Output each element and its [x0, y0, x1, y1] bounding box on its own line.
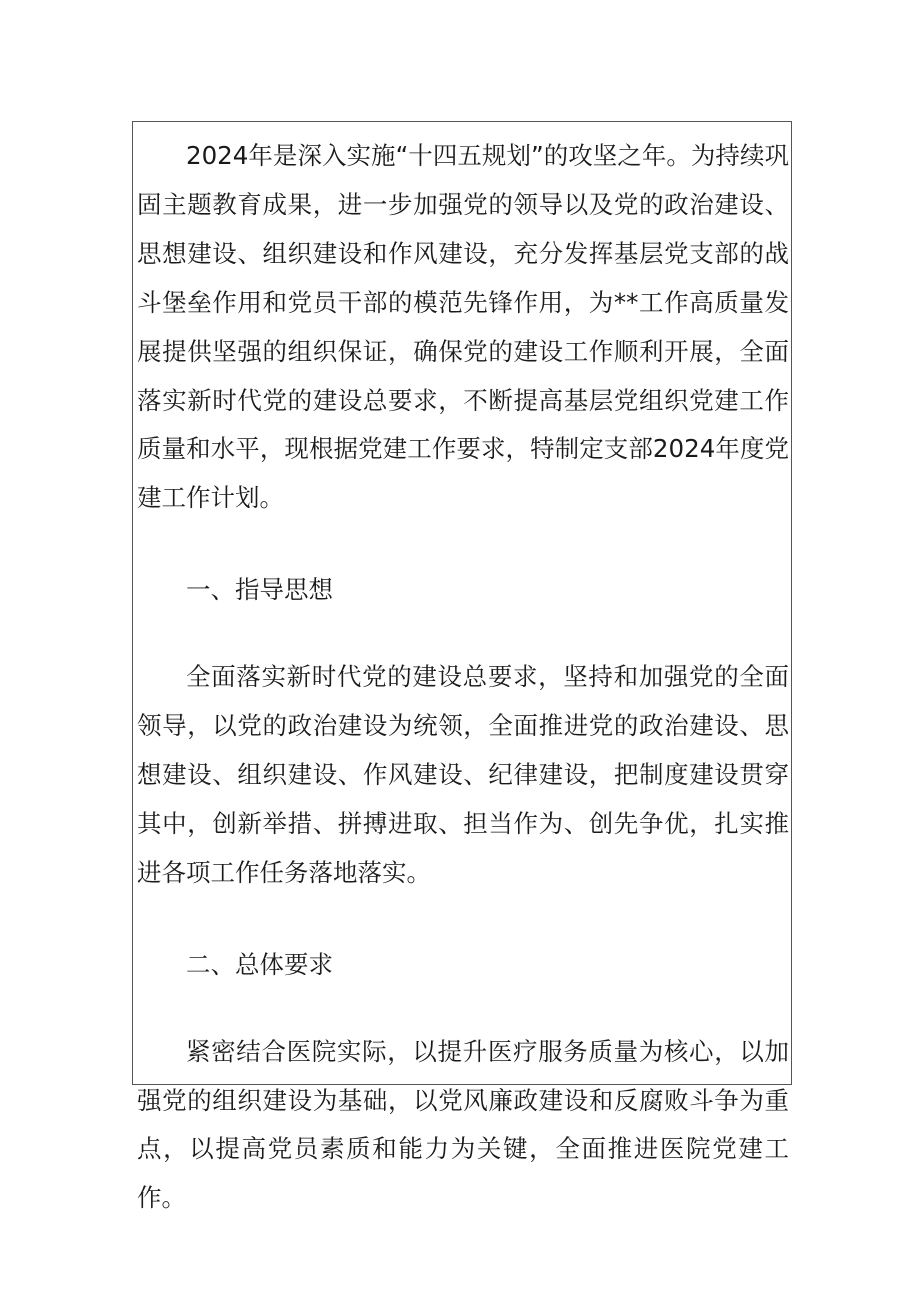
spacer [137, 990, 789, 1028]
document-content [137, 132, 789, 1223]
section-body-general-requirements: 紧密结合医院实际，以提升医疗服务质量为核心，以加强党的组织建设为基础，以党风廉政建设和反腐败斗争为重点，以提高党员素质和能力为关键，全面推进医院党建工作。 [137, 1036, 789, 1213]
document-frame [132, 121, 792, 1213]
spacer [137, 898, 789, 941]
spacer [137, 523, 789, 566]
section-heading-general-requirements: 二、总体要求 [186, 949, 333, 979]
section-heading-guiding-ideology: 一、指导思想 [186, 575, 333, 605]
spacer [137, 615, 789, 653]
section-body-guiding-ideology: 全面落实新时代党的建设总要求，坚持和加强党的全面领导，以党的政治建设为统领，全面推进党的政治建设、思想建设、组织建设、作风建设、纪律建设，把制度建设贯穿其中，创新举措、拼搏进取、担当作为、创先争优，扎实推进各项工作任务落地落实。 [137, 662, 789, 887]
intro-paragraph: 2024年是深入实施“十四五规划”的攻坚之年。为持续巩固主题教育成果，进一步加强党的领导以及党的政治建设、思想建设、组织建设和作风建设，充分发挥基层党支部的战斗堡垒作用和党员干部的模范先锋作用，为**工作高质量发展提供坚强的组织保证，确保党的建设工作顺利开展，全面落实新时代党的建设总要求，不断提高基层党组织党建工作质量和水平，现根据党建工作要求，特制定支部2024年度党建工作计划。 [137, 141, 789, 513]
